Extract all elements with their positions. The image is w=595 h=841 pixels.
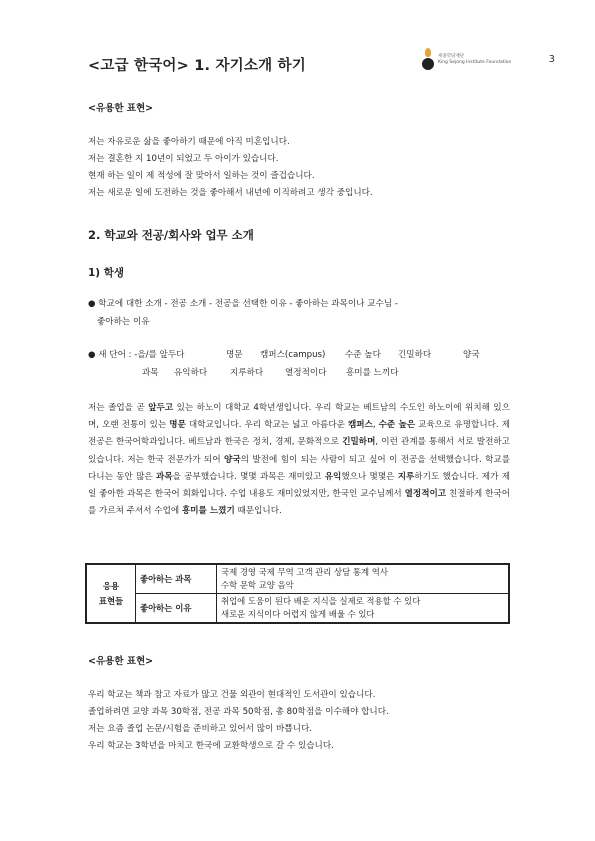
foundation-logo xyxy=(420,48,520,72)
expression-line: 저는 새로운 일에 도전하는 것을 좋아해서 내년에 이직하려고 생각 중입니다. xyxy=(88,188,373,198)
section-heading: 2. 학교와 전공/회사와 업무 소개 xyxy=(88,228,254,242)
useful-expressions-heading: <유용한 표현> xyxy=(88,656,154,667)
new-words-label: ● 새 단어 : -을/를 앞두다 xyxy=(88,350,185,360)
expression-line: 우리 학교는 3학년을 마치고 한국에 교환학생으로 갈 수 있습니다. xyxy=(88,741,334,751)
page-number: 3 xyxy=(548,54,555,65)
new-word: 양국 xyxy=(463,350,480,360)
new-word: 수준 높다 xyxy=(345,350,381,360)
expression-line: 저는 결혼한 지 10년이 되었고 두 아이가 있습니다. xyxy=(88,154,279,164)
expression-line: 현재 하는 일이 제 적성에 잘 맞아서 일하는 것이 즐겁습니다. xyxy=(88,171,315,181)
new-word: 지루하다 xyxy=(230,368,264,378)
table-cell-reasons: 취업에 도움이 된다 배운 지식을 실제로 적용할 수 있다 새로운 지식이다 어렵지 않게 배울 수 있다 xyxy=(217,594,510,624)
logo-text-korean: 세종학당재단 xyxy=(438,54,465,59)
applied-expressions-table xyxy=(85,563,510,624)
new-word: 캠퍼스(campus) xyxy=(260,350,326,360)
expression-line: 우리 학교는 책과 참고 자료가 많고 건물 외관이 현대적인 도서관이 있습니다. xyxy=(88,690,376,700)
new-word: 유익하다 xyxy=(174,368,208,378)
expression-line: 저는 요즘 졸업 논문/시험을 준비하고 있어서 많이 바쁩니다. xyxy=(88,724,312,734)
bullet-topics-line: ● 학교에 대한 소개 - 전공 소개 - 전공을 선택한 이유 - 좋아하는 과목이나 교수님 - xyxy=(88,299,398,309)
subsection-heading: 1) 학생 xyxy=(88,267,125,279)
table-row-label: 좋아하는 과목 xyxy=(136,564,217,594)
new-word: 흥미를 느끼다 xyxy=(346,368,399,378)
logo-icon xyxy=(420,48,436,70)
new-word: 긴밀하다 xyxy=(398,350,432,360)
page-title: <고급 한국어> 1. 자기소개 하기 xyxy=(88,58,306,74)
table-row-label: 좋아하는 이유 xyxy=(136,594,217,624)
expression-line: 졸업하려면 교양 과목 30학점, 전공 과목 50학점, 총 80학점을 이수해야 합니다. xyxy=(88,707,389,717)
student-intro-paragraph: 저는 졸업을 곧 앞두고 있는 하노이 대학교 4학년생입니다. 우리 학교는 베트남의 수도인 하노이에 위치해 있으며, 오랜 전통이 있는 명문 대학교입니다. 우리 학교는 넓고 아름다운 캠퍼스, 수준 높은 교육으로 유명합니다. 제 전공은 한국어학과입니다. 베트남과 한국은 정치, 경제, 문화적으로 긴밀하며, 이런 관계를 통해서 서로 발전하고 있습니다. 저는 한국 전문가가 되어 양국의 발전에 힘이 되는 사람이 되고 싶어 이 전공을 선택했습니다. 학교를 다니는 동안 많은 과목을 공부했습니다. 몇몇 과목은 재미있고 유익했으나 몇몇은 지루하기도 했습니다. 제가 제일 좋아한 과목은 한국어 회화입니다. 수업 내용도 재미있었지만, 한국인 교수님께서 열정적이고 친절하게 한국어를 가르쳐 주셔서 수업에 흥미를 느꼈기 때문입니다. xyxy=(88,403,510,517)
bullet-topics-continuation: 좋아하는 이유 xyxy=(97,317,150,327)
new-word: 명문 xyxy=(226,350,243,360)
useful-expressions-heading: <유용한 표현> xyxy=(88,103,154,114)
new-word: 열정적이다 xyxy=(285,368,327,378)
table-left-label: 응용 표현들 xyxy=(86,564,136,623)
expression-line: 저는 자유로운 삶을 좋아하기 때문에 아직 미혼입니다. xyxy=(88,137,290,147)
table-cell-subjects: 국제 경영 국제 무역 고객 관리 상담 통계 역사 수학 문학 교양 음악 xyxy=(217,564,510,594)
logo-text-english: King Sejong Institute Foundation xyxy=(438,60,512,65)
new-word: 과목 xyxy=(142,368,159,378)
